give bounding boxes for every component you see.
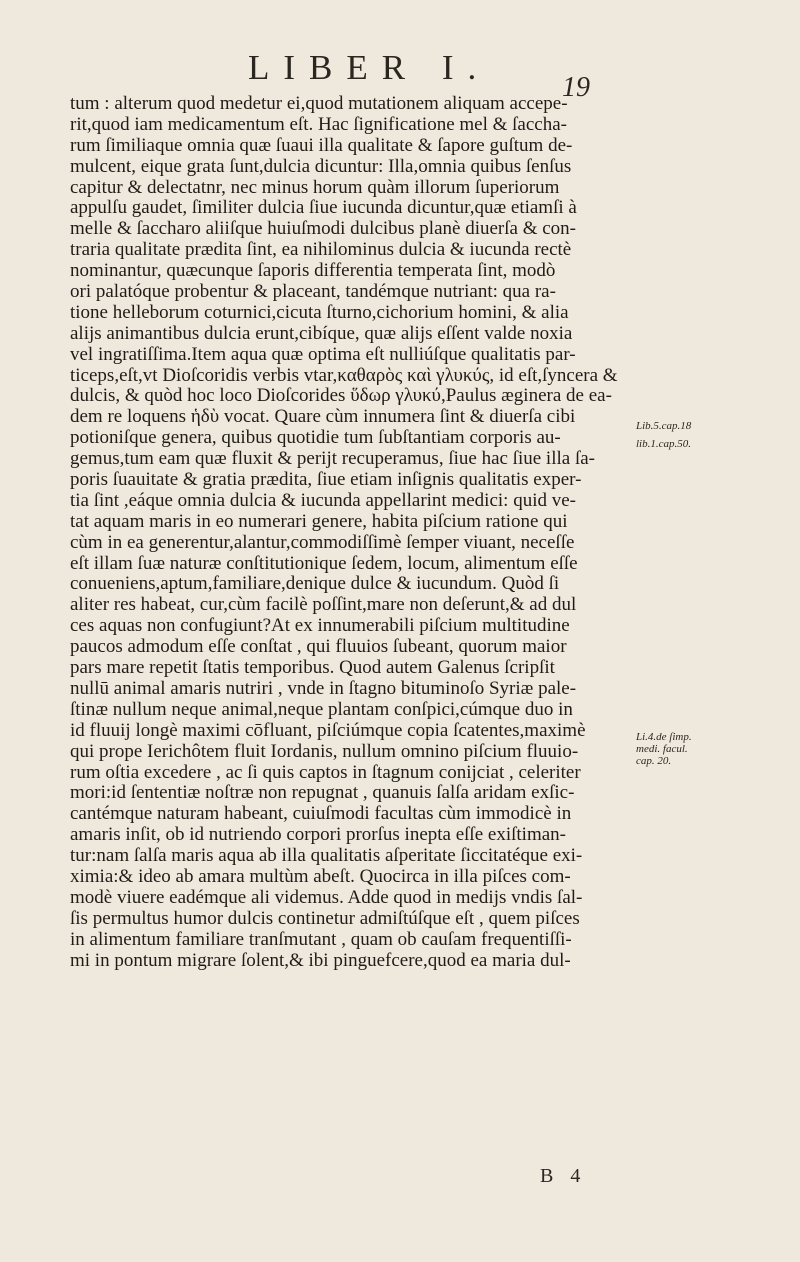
- text-line: alijs animantibus dulcia erunt,cibíque, quæ alijs eſſent valde noxia: [70, 323, 573, 344]
- text-line: conueniens,aptum,familiare,denique dulce & iucundum. Quòd ſi: [70, 574, 560, 595]
- text-line: mulcent, eique grata ſunt,dulcia dicuntur: Illa,omnia quibus ſenſus: [70, 156, 572, 177]
- page-number: 19: [562, 72, 590, 103]
- text-line: potioniſque genera, quibus quotidie tum ſubſtantiam corporis au-: [70, 428, 561, 449]
- text-line: cùm in ea generentur,alantur,commodiſſimè ſemper viuant, neceſſe: [70, 532, 575, 553]
- text-line: tia ſint ,eáque omnia dulcia & iucunda appellarint medici: quid ve-: [70, 490, 576, 511]
- body-text: [70, 94, 630, 971]
- text-line: mi in pontum migrare ſolent,& ibi pinguefcere,quod ea maria dul-: [70, 950, 571, 971]
- text-line: eſt illam ſuæ naturæ conſtitutionique ſedem, locum, alimentum eſſe: [70, 553, 578, 574]
- text-line: nominantur, quæcunque ſaporis differentia temperata ſint, modò: [70, 261, 556, 282]
- text-line: qui prope Ierichôtem fluit Iordanis, nullum omnino piſcium fluuio-: [70, 741, 579, 762]
- text-line: ſtinæ nullum neque animal,neque plantam conſpici,cúmque duo in: [70, 699, 573, 720]
- text-line: mori:id ſententiæ noſtræ non repugnat , quanuis ſalſa aridam exſic-: [70, 783, 575, 804]
- text-line: ces aquas non confugiunt?At ex innumerabili piſcium multitudine: [70, 616, 570, 637]
- text-line: id fluuij longè maximi cōfluant, piſciúmque copia ſcatentes,maximè: [70, 720, 586, 741]
- text-line: vel ingratiſſima.Item aqua quæ optima eſt nulliúſque qualitatis par-: [70, 344, 576, 365]
- text-line: dem re loquens ἡδὺ vocat. Quare cùm innumera ſint & diuerſa cibi: [70, 407, 576, 428]
- text-line: amaris inſit, ob id nutriendo corpori prorſus inepta eſſe exiſtiman-: [70, 825, 566, 846]
- text-line: ſis permultus humor dulcis continetur admiſtúſque eſt , quem piſces: [70, 908, 580, 929]
- running-head: LIBER I.: [248, 48, 491, 87]
- margin-note: lib.1.cap.50.: [636, 438, 691, 450]
- text-line: ximia:& ideo ab amara multùm abeſt. Quocirca in illa piſces com-: [70, 866, 571, 887]
- text-line: pars mare repetit ſtatis temporibus. Quod autem Galenus ſcripſit: [70, 658, 555, 679]
- signature-mark: B 4: [540, 1165, 587, 1187]
- text-line: dulcis, & quòd hoc loco Dioſcorides ὕδωρ γλυκύ,Paulus æginera de ea-: [70, 386, 612, 407]
- text-line: rum oſtia excedere , ac ſi quis captos in ſtagnum conijciat , celeriter: [70, 762, 581, 783]
- text-line: poris ſuauitate & gratia prædita, ſiue etiam inſignis qualitatis exper-: [70, 470, 582, 491]
- text-line: tione helleborum coturnici,cicuta ſturno,cichorium homini, & alia: [70, 302, 569, 323]
- text-line: tat aquam maris in eo numerari genere, habita piſcium ratione qui: [70, 511, 568, 532]
- text-line: melle & ſaccharo aliiſque huiuſmodi dulcibus planè diuerſa & con-: [70, 219, 576, 240]
- text-line: tur:nam ſalſa maris aqua ab illa qualitatis aſperitate ſiccitatéque exi-: [70, 846, 583, 867]
- text-line: gemus,tum eam quæ fluxit & perijt recuperamus, ſiue hac ſiue illa ſa-: [70, 449, 595, 470]
- text-line: rum ſimiliaque omnia quæ ſuaui illa qualitate & ſapore guſtum de-: [70, 135, 573, 156]
- text-line: traria qualitate prædita ſint, ea nihilominus dulcia & iucunda rectè: [70, 240, 572, 261]
- text-line: paucos admodum eſſe conſtat , qui fluuios ſubeant, quorum maior: [70, 637, 567, 658]
- text-line: rit,quod iam medicamentum eſt. Hac ſignificatione mel & ſaccha-: [70, 114, 567, 135]
- text-line: ori palatóque probentur & placeant, tandémque nutriant: qua ra-: [70, 282, 556, 303]
- text-line: aliter res habeat, cur,cùm facilè poſſint,mare non deſerunt,& ad dul: [70, 595, 577, 616]
- text-line: cantémque naturam habeant, cuiuſmodi facultas cùm immodicè in: [70, 804, 572, 825]
- text-line: appulſu gaudet, ſimiliter dulcia ſiue iucunda dicuntur,quæ etiamſi à: [70, 198, 577, 219]
- text-line: tum : alterum quod medetur ei,quod mutationem aliquam accepe-: [70, 94, 568, 114]
- text-line: in alimentum familiare tranſmutant , quam ob cauſam frequentiſſi-: [70, 929, 572, 950]
- margin-note: Li.4.de ſimp. medi. facul. cap. 20.: [636, 731, 692, 767]
- text-line: nullū animal amaris nutriri , vnde in ſtagno bituminoſo Syriæ pale-: [70, 678, 577, 699]
- text-line: ticeps,eſt,vt Dioſcoridis verbis vtar,καθαρὸς καὶ γλυκύς, id eſt,ſyncera &: [70, 365, 618, 386]
- margin-note: Lib.5.cap.18: [636, 420, 692, 432]
- text-line: capitur & delectatnr, nec minus horum quàm illorum ſuperiorum: [70, 177, 560, 198]
- text-line: modè viuere eadémque ali videmus. Adde quod in medijs vndis ſal-: [70, 887, 583, 908]
